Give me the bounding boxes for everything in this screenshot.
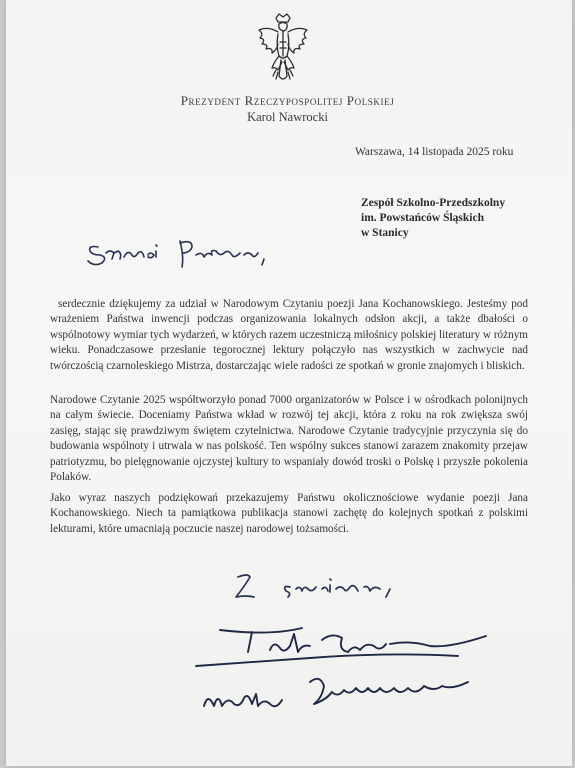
recipient-block [361, 196, 505, 241]
handwritten-closing [230, 565, 415, 610]
polish-eagle-emblem-icon [254, 12, 312, 86]
letter-paragraph: Jako wyraz naszych podziękowań przekazujemy Państwu okolicznościowe wydanie poezji Jana Kochanowskiego. Niech ta pamiątkowa publikacja stanowi zachętę do kolejnych spotkań z polskimi lekturami, które umacniają poczucie naszej narodowej tożsamości. [50, 492, 528, 535]
date-line: Warszawa, 14 listopada 2025 roku [355, 146, 514, 158]
letterhead-name: Karol Nawrocki [247, 110, 328, 124]
handwritten-salutation [84, 233, 284, 273]
handwritten-signatures [190, 622, 490, 732]
letterhead-title: Prezydent Rzeczypospolitej Polskiej [180, 93, 395, 108]
recipient-line: Zespół Szkolno-Przedszkolny [361, 197, 506, 209]
recipient-line: w Stanicy [361, 227, 409, 239]
letter-paragraph: Narodowe Czytanie 2025 współtworzyło ponad 7000 organizatorów w Polsce i w ośrodkach polonijnych na całym świecie. Doceniamy Państwa wkład w rozwój tej akcji, która z roku na rok zwiększa swój zasięg, stając się prawdziwym świętem czytelnictwa. Narodowe Czytanie tradycyjnie przyczynia się do budowania wspólnoty i utrwala w nas polskość. Ten wspólny sukces stanowi zarazem znakomity przejaw patriotyzmu, bo pielęgnowanie ojczystej kultury to wspaniały dowód troski o Polskę i przyszłe pokolenia Polaków. [50, 394, 528, 484]
letter-paragraph: serdecznie dziękujemy za udział w Narodowym Czytaniu poezji Jana Kochanowskiego. Jesteśmy pod wrażeniem Państwa inwencji podczas organizowania lokalnych odsłon akcji, a także dbałości o wspólnotowy wymiar tych wydarzeń, w których razem uczestniczą miłośnicy polskiej literatury w różnym wieku. Ponadczasowe przesłanie tegorocznej lektury połączyło nas wszystkich w zachwycie nad twórczością czarnoleskiego Mistrza, dostarczając wiele radości ze spotkań w gronie znajomych i bliskich. [50, 298, 528, 372]
recipient-line: im. Powstańców Śląskich [361, 212, 484, 224]
